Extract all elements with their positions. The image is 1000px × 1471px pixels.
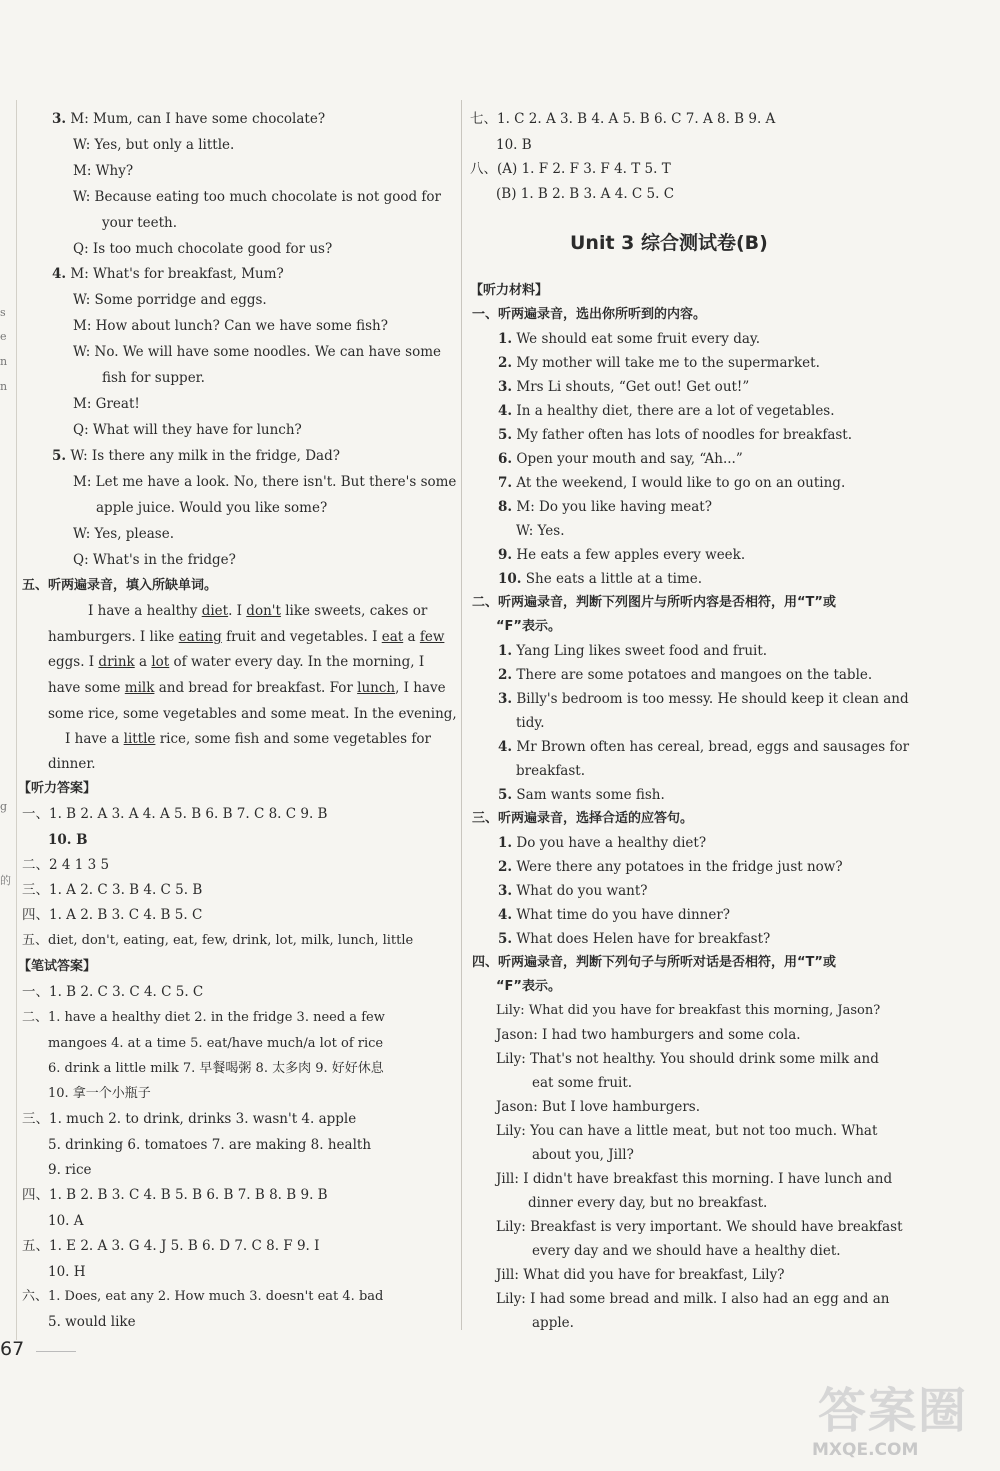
dialogue-line: Lily: I had some bread and milk. I also had an egg and an — [496, 1291, 890, 1307]
answers-heading: 【笔试答案】 — [18, 959, 97, 974]
section-title: “F”表示。 — [496, 979, 561, 994]
dialogue-line: your teeth. — [102, 215, 178, 231]
dialogue-line: M: How about lunch? Can we have some fish? — [73, 318, 388, 334]
answer-line: 二、1. have a healthy diet 2. in the fridge 3. need a few — [22, 1010, 385, 1025]
dialogue-line: apple. — [532, 1315, 574, 1331]
dialogue-line: Jill: What did you have for breakfast, Lily? — [496, 1267, 785, 1283]
listening-item: breakfast. — [516, 763, 586, 779]
answer-line: 10. B — [48, 832, 88, 848]
dialogue-line: Jason: I had two hamburgers and some cola. — [496, 1027, 801, 1043]
listening-item: 6. Open your mouth and say, “Ah...” — [498, 451, 743, 467]
listening-item: 2. There are some potatoes and mangoes on the table. — [498, 667, 873, 683]
margin-char: n — [0, 355, 8, 368]
answer-line: (B) 1. B 2. B 3. A 4. C 5. C — [496, 186, 675, 202]
passage-line: I have a healthy diet. I don't like sweets, cakes or — [88, 603, 428, 619]
answer-line: 一、1. B 2. C 3. C 4. C 5. C — [22, 984, 204, 1000]
listening-item: 4. Mr Brown often has cereal, bread, eggs and sausages for — [498, 739, 910, 755]
section-title: “F”表示。 — [496, 619, 561, 634]
binding-margin-line — [16, 100, 17, 1340]
answer-line: 10. 拿一个小瓶子 — [48, 1086, 151, 1101]
answer-line: 10. B — [496, 137, 532, 153]
answer-line: 9. rice — [48, 1162, 92, 1178]
listening-item: 8. M: Do you like having meat? — [498, 499, 712, 515]
answer-line: 六、1. Does, eat any 2. How much 3. doesn't eat 4. bad — [22, 1289, 384, 1304]
answer-line: 5. would like — [48, 1314, 136, 1330]
dialogue-line: Lily: That's not healthy. You should drink some milk and — [496, 1051, 879, 1067]
passage-line: have some milk and bread for breakfast. For lunch, I have — [48, 680, 446, 696]
page-number-rule — [36, 1351, 76, 1352]
passage-line: eggs. I drink a lot of water every day. In the morning, I — [48, 654, 425, 670]
listening-item: 3. Mrs Li shouts, “Get out! Get out!” — [498, 379, 750, 395]
answer-line: 八、(A) 1. F 2. F 3. F 4. T 5. T — [470, 161, 671, 177]
margin-char: e — [0, 330, 7, 343]
answer-line: 五、diet, don't, eating, eat, few, drink, lot, milk, lunch, little — [22, 933, 414, 948]
materials-heading: 【听力材料】 — [470, 283, 549, 298]
answers-heading: 【听力答案】 — [18, 781, 97, 796]
listening-item: 3. What do you want? — [498, 883, 648, 899]
dialogue-line: dinner every day, but no breakfast. — [528, 1195, 768, 1211]
dialogue-line: M: Let me have a look. No, there isn't. But there's some — [73, 474, 457, 490]
answer-line: 三、1. A 2. C 3. B 4. C 5. B — [22, 882, 203, 898]
page-number: 67 — [0, 1338, 25, 1360]
column-divider — [461, 100, 462, 1330]
listening-item: 9. He eats a few apples every week. — [498, 547, 746, 563]
listening-item: 1. We should eat some fruit every day. — [498, 331, 761, 347]
watermark-logo: 答案圈 — [818, 1383, 969, 1439]
answer-line: 三、1. much 2. to drink, drinks 3. wasn't 4. apple — [22, 1111, 357, 1127]
listening-item: 2. My mother will take me to the supermarket. — [498, 355, 820, 371]
answer-line: 10. A — [48, 1213, 84, 1229]
dialogue-line: Q: What's in the fridge? — [73, 552, 236, 568]
listening-item: 1. Do you have a healthy diet? — [498, 835, 707, 851]
dialogue-line: Lily: Breakfast is very important. We should have breakfast — [496, 1219, 903, 1235]
listening-item: 7. At the weekend, I would like to go on an outing. — [498, 475, 846, 491]
dialogue-line: every day and we should have a healthy diet. — [532, 1243, 841, 1259]
answer-line: 6. drink a little milk 7. 早餐喝粥 8. 太多肉 9. 好好休息 — [48, 1061, 384, 1076]
answer-line: 10. H — [48, 1264, 86, 1280]
listening-item: 4. In a healthy diet, there are a lot of vegetables. — [498, 403, 835, 419]
passage-line: I have a little rice, some fish and some vegetables for — [65, 731, 431, 747]
dialogue-line: M: Why? — [73, 163, 134, 179]
section-title: 五、听两遍录音，填入所缺单词。 — [22, 578, 218, 593]
section-title: 四、听两遍录音，判断下列句子与所听对话是否相符，用“T”或 — [472, 955, 836, 970]
dialogue-line: Q: Is too much chocolate good for us? — [73, 241, 333, 257]
answer-line: 四、1. A 2. B 3. C 4. B 5. C — [22, 907, 203, 923]
listening-item: 1. Yang Ling likes sweet food and fruit. — [498, 643, 768, 659]
dialogue-line: 4. M: What's for breakfast, Mum? — [52, 266, 284, 282]
listening-item: 10. She eats a little at a time. — [498, 571, 703, 587]
dialogue-line: W: No. We will have some noodles. We can have some — [73, 344, 442, 360]
listening-item: W: Yes. — [516, 523, 565, 539]
listening-item: 2. Were there any potatoes in the fridge just now? — [498, 859, 843, 875]
dialogue-line: about you, Jill? — [532, 1147, 634, 1163]
answer-line: 五、1. E 2. A 3. G 4. J 5. B 6. D 7. C 8. F 9. I — [22, 1238, 320, 1254]
dialogue-line: fish for supper. — [102, 370, 205, 386]
dialogue-line: 5. W: Is there any milk in the fridge, Dad? — [52, 448, 340, 464]
listening-item: 3. Billy's bedroom is too messy. He should keep it clean and — [498, 691, 909, 707]
answer-line: 二、2 4 1 3 5 — [22, 857, 110, 873]
dialogue-line: Jill: I didn't have breakfast this morning. I have lunch and — [496, 1171, 893, 1187]
listening-item: 4. What time do you have dinner? — [498, 907, 731, 923]
section-title: 一、听两遍录音，选出你所听到的内容。 — [472, 307, 707, 322]
dialogue-line: W: Because eating too much chocolate is not good for — [73, 189, 442, 205]
answer-line: 七、1. C 2. A 3. B 4. A 5. B 6. C 7. A 8. B 9. A — [470, 111, 776, 127]
dialogue-line: Lily: What did you have for breakfast this morning, Jason? — [496, 1003, 881, 1018]
passage-line: some rice, some vegetables and some meat. In the evening, — [48, 706, 457, 722]
dialogue-line: Q: What will they have for lunch? — [73, 422, 302, 438]
section-title: 二、听两遍录音，判断下列图片与所听内容是否相符，用“T”或 — [472, 595, 836, 610]
section-title: 三、听两遍录音，选择合适的应答句。 — [472, 811, 694, 826]
unit-title: Unit 3 综合测试卷(B) — [570, 232, 768, 254]
dialogue-line: apple juice. Would you like some? — [96, 500, 328, 516]
dialogue-line: Jason: But I love hamburgers. — [496, 1099, 700, 1115]
listening-item: 5. My father often has lots of noodles for breakfast. — [498, 427, 853, 443]
dialogue-line: W: Some porridge and eggs. — [73, 292, 267, 308]
dialogue-line: Lily: You can have a little meat, but not too much. What — [496, 1123, 878, 1139]
answer-line: 5. drinking 6. tomatoes 7. are making 8. health — [48, 1137, 372, 1153]
dialogue-line: W: Yes, but only a little. — [73, 137, 235, 153]
listening-item: 5. What does Helen have for breakfast? — [498, 931, 771, 947]
answer-line: mangoes 4. at a time 5. eat/have much/a lot of rice — [48, 1036, 384, 1051]
listening-item: tidy. — [516, 715, 545, 731]
answer-line: 一、1. B 2. A 3. A 4. A 5. B 6. B 7. C 8. C 9. B — [22, 806, 328, 822]
margin-char: 的 — [0, 874, 11, 887]
margin-char: g — [0, 800, 8, 813]
dialogue-line: M: Great! — [73, 396, 140, 412]
passage-line: dinner. — [48, 756, 96, 772]
dialogue-line: 3. M: Mum, can I have some chocolate? — [52, 111, 326, 127]
answer-line: 四、1. B 2. B 3. C 4. B 5. B 6. B 7. B 8. B 9. B — [22, 1187, 328, 1203]
margin-char: s — [0, 306, 6, 319]
dialogue-line: W: Yes, please. — [73, 526, 174, 542]
passage-line: hamburgers. I like eating fruit and vegetables. I eat a few — [48, 629, 445, 645]
margin-char: n — [0, 380, 8, 393]
dialogue-line: eat some fruit. — [532, 1075, 633, 1091]
watermark-text: MXQE.COM — [812, 1440, 919, 1460]
listening-item: 5. Sam wants some fish. — [498, 787, 665, 803]
